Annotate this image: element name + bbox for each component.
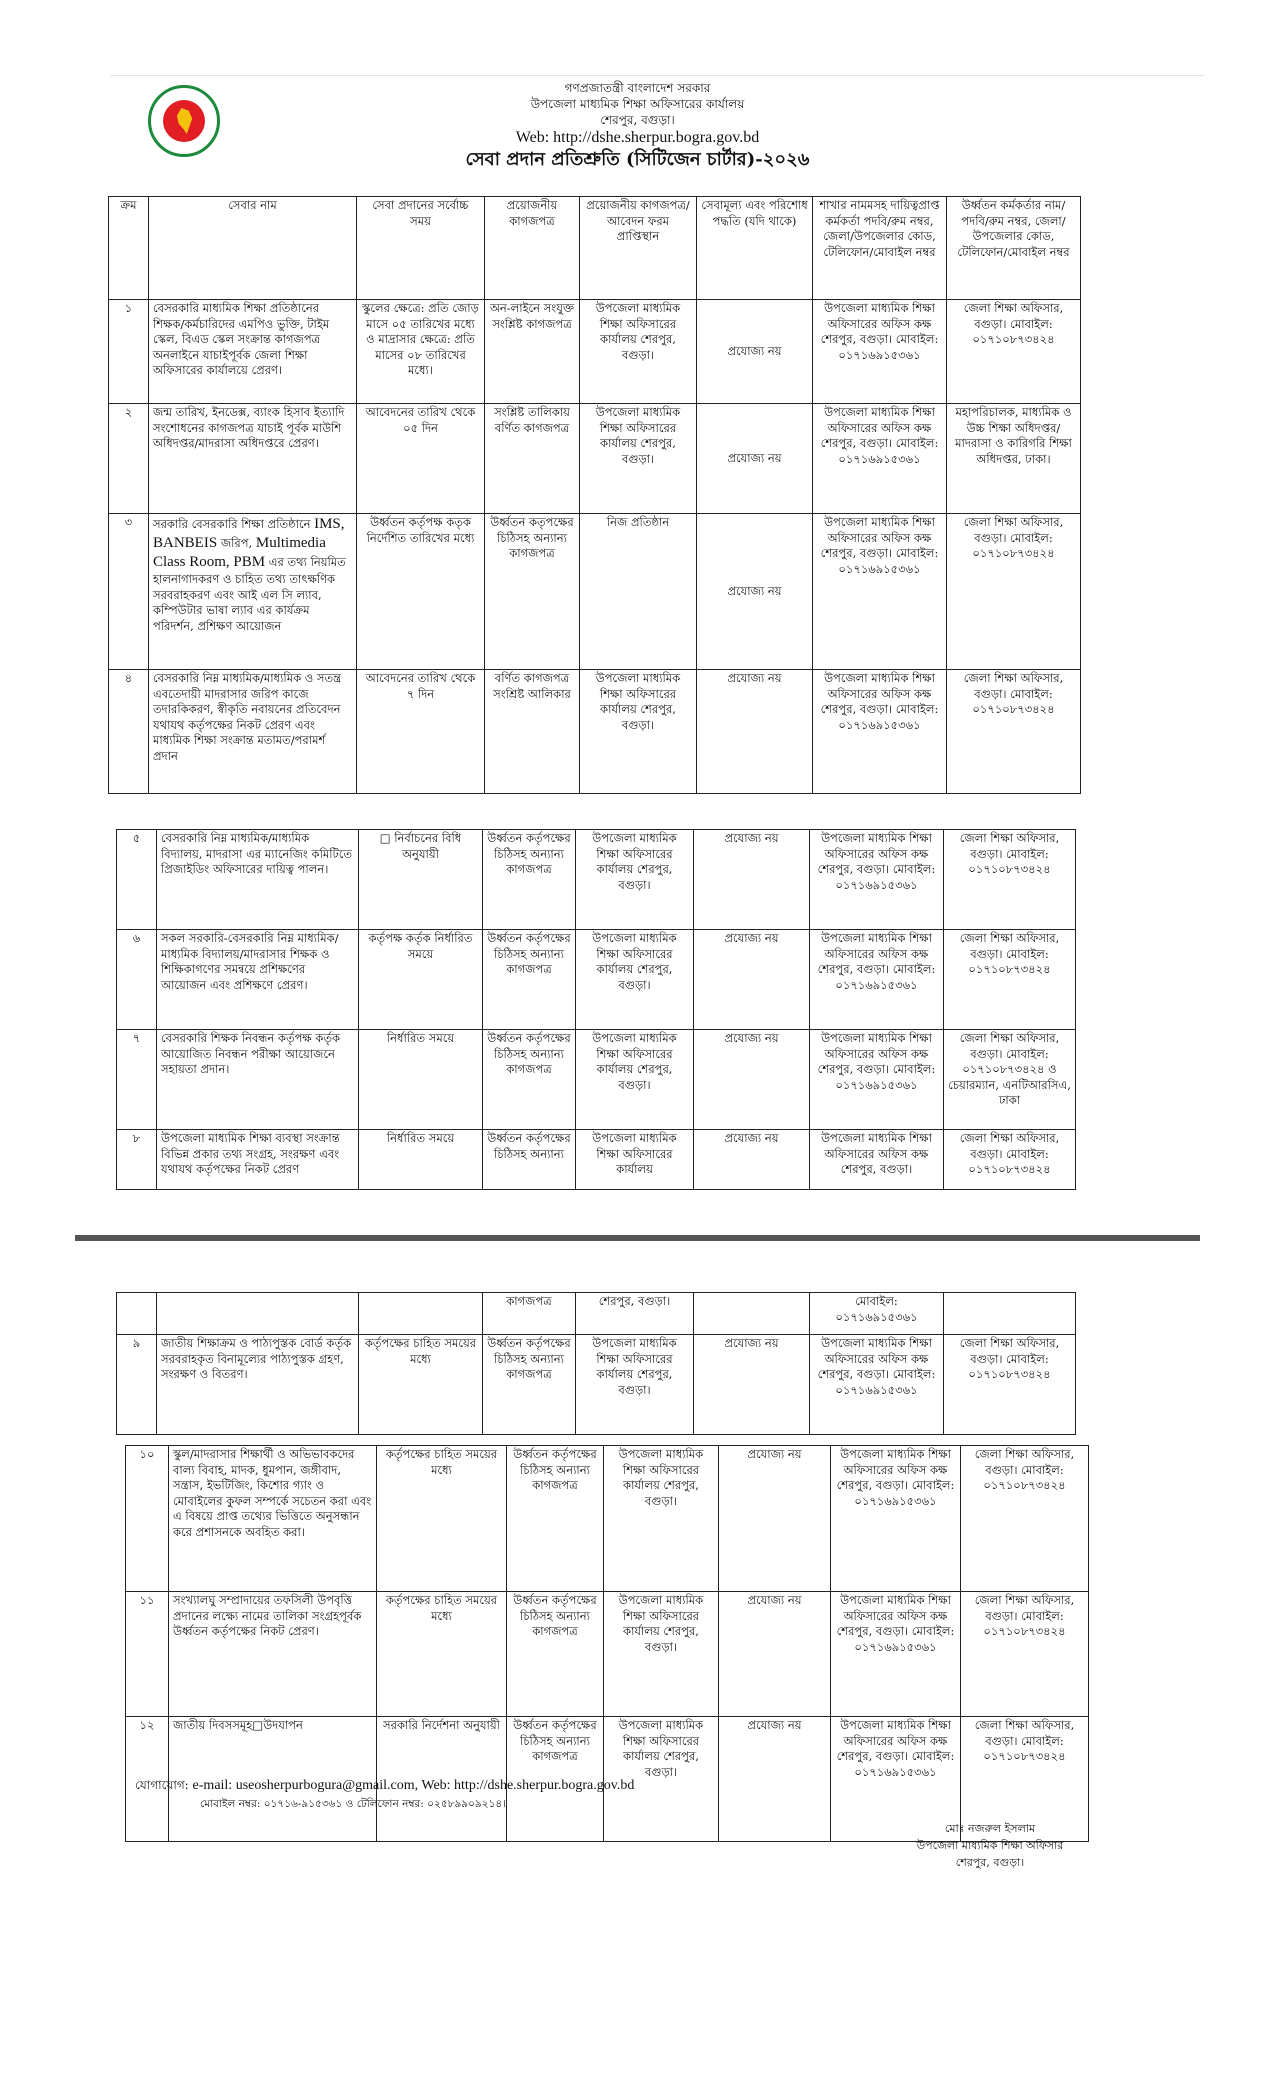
cell-senior: জেলা শিক্ষা অফিসার, বগুড়া। মোবাইল: ০১৭১০৮৭৩৪২৪ (944, 1335, 1076, 1435)
header-office: উপজেলা মাধ্যমিক শিক্ষা অফিসারের কার্যালয় (530, 97, 745, 111)
cell-senior: জেলা শিক্ষা অফিসার, বগুড়া। মোবাইল: ০১৭১০৮৭৩৪২৪ (961, 1446, 1089, 1592)
document-title: সেবা প্রদান প্রতিশ্রুতি (সিটিজেন চার্টার)-২০২৬ (465, 149, 810, 170)
document-header (0, 80, 1275, 172)
cell-sl: ৬ (117, 930, 157, 1030)
cell-source: শেরপুর, বগুড়া। (576, 1293, 694, 1335)
cell-time: □ নির্বাচনের বিধি অনুযায়ী (359, 830, 483, 930)
cell-senior: জেলা শিক্ষা অফিসার, বগুড়া। মোবাইল: ০১৭১০৮৭৩৪২৪ ও চেয়ারম্যান, এনটিআরসিএ, ঢাকা (944, 1030, 1076, 1130)
footer-contact-email-web[interactable]: e-mail: useosherpurbogura@gmail.com, Web: http://dshe.sherpur.bogra.gov.bd (192, 1778, 635, 1793)
cell-time: কর্তৃপক্ষের চাহিত সময়ের মধ্যে (377, 1592, 507, 1717)
cell-sl: ৮ (117, 1130, 157, 1190)
cell-sl: ৯ (117, 1335, 157, 1435)
cell-senior: জেলা শিক্ষা অফিসার, বগুড়া। মোবাইল: ০১৭১০৮৭৩৪২৪ (944, 1130, 1076, 1190)
cell-service: জন্ম তারিখ, ইনডেক্স, ব্যাংক হিসাব ইত্যাদি সংশোধনের কাগজপত্র যাচাই পূর্বক মাউশি অধিদপ্তর/মাদরাসা অধিদপ্তরে প্রেরণ। (149, 404, 357, 514)
cell-fee: প্রযোজ্য নয় (719, 1717, 831, 1842)
cell-service: জাতীয় দিবসসমূহ□উদযাপন (169, 1717, 377, 1842)
table-row (117, 1335, 1076, 1435)
cell-time: নির্ধারিত সময়ে (359, 1030, 483, 1130)
footer-contact-label: যোগাযোগ: (135, 1778, 193, 1792)
page-break-divider (75, 1235, 1200, 1241)
cell-docs: অন-লাইনে সংযুক্ত সংশ্লিষ্ট কাগজপত্র (485, 300, 580, 404)
cell-docs: উর্ধ্বতন কর্তৃপক্ষের চিঠিসহ অন্যান্য কাগজপত্র (507, 1717, 604, 1842)
cell-docs: উর্ধ্বতন কর্তৃপক্ষের চিঠিসহ অন্যান্য কাগজপত্র (483, 1335, 576, 1435)
cell-time: কর্তৃপক্ষের চাহিত সময়ের মধ্যে (377, 1446, 507, 1592)
cell-officer: উপজেলা মাধ্যমিক শিক্ষা অফিসারের অফিস কক্ষ শেরপুর, বগুড়া। (810, 1130, 944, 1190)
service-text: এর তথ্য নিয়মিত হালনাগাদকরণ ও চাহিত তথ্য তাৎক্ষণিক সরবরাহকরণ এবং আই এল সি ল্যাব, কম্পিউটার ভাষা ল্যাব এর কার্যক্রম পরিদর্শন, প্রশিক্ষণ আয়োজন (153, 555, 346, 633)
cell-source: উপজেলা মাধ্যমিক শিক্ষা অফিসারের কার্যালয় শেরপুর, বগুড়া। (576, 1030, 694, 1130)
cell-docs: বর্ণিত কাগজপত্র সংশ্রিষ্ট আলিকার (485, 670, 580, 794)
table-row (126, 1592, 1089, 1717)
cell-officer: উপজেলা মাধ্যমিক শিক্ষা অফিসারের অফিস কক্ষ শেরপুর, বগুড়া। মোবাইল: ০১৭১৬৯১৫৩৬১ (813, 670, 947, 794)
cell-officer: উপজেলা মাধ্যমিক শিক্ষা অফিসারের অফিস কক্ষ শেরপুর, বগুড়া। মোবাইল: ০১৭১৬৯১৫৩৬১ (813, 514, 947, 670)
header-location: শেরপুর, বগুড়া। (600, 113, 675, 127)
cell-sl: ১০ (126, 1446, 169, 1592)
cell-fee: প্রযোজ্য নয় (697, 670, 813, 794)
cell-officer: উপজেলা মাধ্যমিক শিক্ষা অফিসারের অফিস কক্ষ শেরপুর, বগুড়া। মোবাইল: ০১৭১৬৯১৫৩৬১ (810, 1335, 944, 1435)
col-header-source: প্রয়োজনীয় কাগজপত্র/ আবেদন ফরম প্রাপ্তিস্থান (580, 197, 697, 300)
col-header-docs: প্রয়োজনীয় কাগজপত্র (485, 197, 580, 300)
charter-table-part-3 (116, 1292, 1076, 1435)
cell-officer: মোবাইল: ০১৭১৬৯১৫৩৬১ (810, 1293, 944, 1335)
cell-sl: ১১ (126, 1592, 169, 1717)
cell-docs: সংশ্লিষ্ট তালিকায় বর্ণিত কাগজপত্র (485, 404, 580, 514)
charter-table-part-1 (108, 196, 1081, 794)
cell-source: উপজেলা মাধ্যমিক শিক্ষা অফিসারের কার্যালয় শেরপুর, বগুড়া। (604, 1717, 719, 1842)
cell-sl: ১২ (126, 1717, 169, 1842)
table-row (126, 1446, 1089, 1592)
cell-fee: প্রযোজ্য নয় (694, 1335, 810, 1435)
cell-source: উপজেলা মাধ্যমিক শিক্ষা অফিসারের কার্যালয় শেরপুর, বগুড়া। (580, 670, 697, 794)
cell-officer: উপজেলা মাধ্যমিক শিক্ষা অফিসারের অফিস কক্ষ শেরপুর, বগুড়া। মোবাইল: ০১৭১৬৯১৫৩৬১ (831, 1717, 961, 1842)
cell-service: বেসরকারি নিম্ন মাধ্যমিক/মাধ্যমিক ও সতন্ত্র এবতেদায়ী মাদরাসার জরিপ কাজে তদারকিকরণ, স্বীকৃতি নবায়নের প্রতিবেদন যথাযথ কর্তৃপক্ষের নিকট প্রেরণ এবং মাধ্যমিক শিক্ষা সংক্রান্ত মতামত/পরামর্শ প্রদান (149, 670, 357, 794)
table-row (117, 830, 1076, 930)
cell-fee: প্রযোজ্য নয় (694, 1030, 810, 1130)
signatory-title: উপজেলা মাধ্যমিক শিক্ষা অফিসার (916, 1839, 1064, 1852)
cell-source: উপজেলা মাধ্যমিক শিক্ষা অফিসারের কার্যালয় শেরপুর, বগুড়া। (580, 300, 697, 404)
table-row-continuation (117, 1293, 1076, 1335)
header-web[interactable]: Web: http://dshe.sherpur.bogra.gov.bd (515, 129, 760, 146)
cell-fee: প্রযোজ্য নয় (719, 1592, 831, 1717)
cell-fee: প্রযোজ্য নয় (694, 930, 810, 1030)
cell-time: স্কুলের ক্ষেত্রে: প্রতি জোড় মাসে ০৫ তারিখের মধ্যে ও মাদ্রাসার ক্ষেত্রে: প্রতি মাসের ০৮ তারিখের মধ্যে। (357, 300, 485, 404)
col-header-sl: ক্রম (109, 197, 149, 300)
cell-docs: উর্ধ্বতন কর্তৃপক্ষের চিঠিসহ অন্যান্য কাগজপত্র (483, 830, 576, 930)
charter-table-part-2 (116, 829, 1076, 1190)
cell-senior: জেলা শিক্ষা অফিসার, বগুড়া। মোবাইল: ০১৭১০৮৭৩৪২৪ (961, 1717, 1089, 1842)
signatory-place: শেরপুর, বগুড়া। (955, 1856, 1025, 1869)
signatory-name: মোঃ নজরুল ইসলাম (944, 1822, 1036, 1835)
cell-time: কর্তৃপক্ষের চাহিত সময়ের মধ্যে (359, 1335, 483, 1435)
cell-source: উপজেলা মাধ্যমিক শিক্ষা অফিসারের কার্যালয় (576, 1130, 694, 1190)
cell-sl: ৫ (117, 830, 157, 930)
service-text: জরিপ, (217, 536, 256, 550)
cell-officer: উপজেলা মাধ্যমিক শিক্ষা অফিসারের অফিস কক্ষ শেরপুর, বগুড়া। মোবাইল: ০১৭১৬৯১৫৩৬১ (813, 300, 947, 404)
cell-source: নিজ প্রতিষ্ঠান (580, 514, 697, 670)
cell-officer: উপজেলা মাধ্যমিক শিক্ষা অফিসারের অফিস কক্ষ শেরপুর, বগুড়া। মোবাইল: ০১৭১৬৯১৫৩৬১ (810, 830, 944, 930)
service-text-eng: Multimedia Class Room, PBM (153, 535, 326, 570)
table-row (109, 670, 1081, 794)
footer-phone: মোবাইল নম্বর: ০১৭১৬-৯১৫৩৬১ ও টেলিফোন নম্বর: ০২৫৮৯৯০৯২১৪। (200, 1798, 506, 1810)
cell-senior: জেলা শিক্ষা অফিসার, বগুড়া। মোবাইল: ০১৭১০৮৭৩৪২৪ (947, 300, 1081, 404)
table-row (117, 1030, 1076, 1130)
cell-service: বেসরকারি শিক্ষক নিবন্ধন কর্তৃপক্ষ কর্তৃক আয়োজিত নিবন্ধন পরীক্ষা আয়োজনে সহায়তা প্রদান। (157, 1030, 359, 1130)
cell-senior: জেলা শিক্ষা অফিসার, বগুড়া। মোবাইল: ০১৭১০৮৭৩৪২৪ (947, 670, 1081, 794)
cell-senior: জেলা শিক্ষা অফিসার, বগুড়া। মোবাইল: ০১৭১০৮৭৩৪২৪ (947, 514, 1081, 670)
table-row (109, 300, 1081, 404)
col-header-time: সেবা প্রদানের সর্বোচ্চ সময় (357, 197, 485, 300)
cell-sl: ৩ (109, 514, 149, 670)
col-header-senior: উর্ধ্বতন কর্মকর্তার নাম/ পদবি/রুম নম্বর, জেলা/উপজেলার কোড, টেলিফোন/মোবাইল নম্বর (947, 197, 1081, 300)
table-row (109, 514, 1081, 670)
service-text: সরকারি বেসরকারি শিক্ষা প্রতিষ্ঠানে (153, 517, 315, 531)
cell-senior: জেলা শিক্ষা অফিসার, বগুড়া। মোবাইল: ০১৭১০৮৭৩৪২৪ (944, 830, 1076, 930)
cell-service: জাতীয় শিক্ষাক্রম ও পাঠ্যপুস্তক বোর্ড কর্তৃক সরবরাহকৃত বিনামূল্যের পাঠ্যপুস্তক গ্রহণ, সংরক্ষণ ও বিতরণ। (157, 1335, 359, 1435)
cell-service: স্কুল/মাদরাসার শিক্ষার্থী ও অভিভাবকদের বাল্য বিবাহ, মাদক, ধুমপান, জঙ্গীবাদ, সন্ত্রাস, ইভটিজিং, কিশোর গ্যাং ও মোবাইলের কুফল সম্পর্কে সচেতন করা এবং এ বিষয়ে প্রাপ্ত তথ্যের ভিত্তিতে অনুসন্ধান করে প্রশাসনকে অবহিত করা। (169, 1446, 377, 1592)
cell-time: কর্তৃপক্ষ কর্তৃক নির্ধারিত সময়ে (359, 930, 483, 1030)
cell-fee: প্রযোজ্য নয় (697, 514, 813, 670)
cell-senior (944, 1293, 1076, 1335)
cell-service: সকল সরকারি-বেসরকারি নিম্ন মাধ্যমিক/মাধ্যমিক বিদ্যালয়/মাদরাসার শিক্ষক ও শিক্ষিকাগণের সমন্বয়ে প্রশিক্ষণের আয়োজন এবং প্রশিক্ষণে প্রেরণ। (157, 930, 359, 1030)
cell-senior: জেলা শিক্ষা অফিসার, বগুড়া। মোবাইল: ০১৭১০৮৭৩৪২৪ (961, 1592, 1089, 1717)
service-text-eng: IMS, BANBEIS (153, 516, 345, 551)
cell-officer: উপজেলা মাধ্যমিক শিক্ষা অফিসারের অফিস কক্ষ শেরপুর, বগুড়া। মোবাইল: ০১৭১৬৯১৫৩৬১ (831, 1592, 961, 1717)
cell-docs: উর্ধ্বতন কর্তৃপক্ষের চিঠিসহ অন্যান্য কাগজপত্র (507, 1446, 604, 1592)
cell-docs: কাগজপত্র (483, 1293, 576, 1335)
cell-source: উপজেলা মাধ্যমিক শিক্ষা অফিসারের কার্যালয় শেরপুর, বগুড়া। (604, 1446, 719, 1592)
cell-officer: উপজেলা মাধ্যমিক শিক্ষা অফিসারের অফিস কক্ষ শেরপুর, বগুড়া। মোবাইল: ০১৭১৬৯১৫৩৬১ (810, 1030, 944, 1130)
signature-block (860, 1820, 1120, 1871)
cell-docs: উর্ধ্বতন কর্তৃপক্ষের চিঠিসহ অন্যান্য কাগজপত্র (483, 930, 576, 1030)
cell-time: সরকারি নির্দেশনা অনুযায়ী (377, 1717, 507, 1842)
cell-sl: ১ (109, 300, 149, 404)
cell-source: উপজেলা মাধ্যমিক শিক্ষা অফিসারের কার্যালয় শেরপুর, বগুড়া। (604, 1592, 719, 1717)
header-govt: গণপ্রজাতন্ত্রী বাংলাদেশ সরকার (564, 81, 711, 95)
cell-fee: প্রযোজ্য নয় (694, 1130, 810, 1190)
cell-service (157, 1293, 359, 1335)
cell-senior: জেলা শিক্ষা অফিসার, বগুড়া। মোবাইল: ০১৭১০৮৭৩৪২৪ (944, 930, 1076, 1030)
cell-service: উপজেলা মাধ্যমিক শিক্ষা ব্যবস্থা সংক্রান্ত বিভিন্ন প্রকার তথ্য সংগ্রহ, সংরক্ষণ এবং যথাযথ কর্তৃপক্ষের নিকট প্রেরণ (157, 1130, 359, 1190)
cell-time: নির্ধারিত সময়ে (359, 1130, 483, 1190)
table-header-row (109, 197, 1081, 300)
cell-officer: উপজেলা মাধ্যমিক শিক্ষা অফিসারের অফিস কক্ষ শেরপুর, বগুড়া। মোবাইল: ০১৭১৬৯১৫৩৬১ (810, 930, 944, 1030)
cell-source: উপজেলা মাধ্যমিক শিক্ষা অফিসারের কার্যালয় শেরপুর, বগুড়া। (576, 930, 694, 1030)
cell-source: উপজেলা মাধ্যমিক শিক্ষা অফিসারের কার্যালয় শেরপুর, বগুড়া। (576, 830, 694, 930)
cell-service: সংখ্যালঘু সম্প্রাদায়ের তফসিলী উপবৃত্তি প্রদানের লক্ষ্যে নামের তালিকা সংগ্রহপূর্বক উর্ধ্বতন কর্তৃপক্ষের নিকট প্রেরণ। (169, 1592, 377, 1717)
cell-service: বেসরকারি মাধ্যমিক শিক্ষা প্রতিষ্ঠানের শিক্ষক/কর্মচারিদের এমপিও ভুক্তি, টাইম স্কেল, বিএড স্কেল সংক্রান্ত কাগজপত্র অনলাইনে যাচাইপূর্বক জেলা শিক্ষা অফিসারের কার্যালয়ে প্রেরণ। (149, 300, 357, 404)
cell-officer: উপজেলা মাধ্যমিক শিক্ষা অফিসারের অফিস কক্ষ শেরপুর, বগুড়া। মোবাইল: ০১৭১৬৯১৫৩৬১ (831, 1446, 961, 1592)
cell-sl (117, 1293, 157, 1335)
cell-sl: ৭ (117, 1030, 157, 1130)
cell-docs: উর্ধ্বতন কর্তৃপক্ষের চিঠিসহ অন্যান্য (483, 1130, 576, 1190)
cell-service: বেসরকারি নিম্ন মাধ্যমিক/মাধ্যমিক বিদ্যালয়, মাদরাসা এর ম্যানেজিং কমিটিতে প্রিজাইডিং অফিসারের দায়িত্ব পালন। (157, 830, 359, 930)
cell-sl: ২ (109, 404, 149, 514)
cell-docs: উর্ধ্বতন কতৃপক্ষের চিঠিসহ অন্যান্য কাগজপত্র (485, 514, 580, 670)
cell-time: আবেদনের তারিখ থেকে ০৫ দিন (357, 404, 485, 514)
table-row (117, 1130, 1076, 1190)
cell-sl: ৪ (109, 670, 149, 794)
cell-fee: প্রযোজ্য নয় (719, 1446, 831, 1592)
cell-source: উপজেলা মাধ্যমিক শিক্ষা অফিসারের কার্যালয় শেরপুর, বগুড়া। (576, 1335, 694, 1435)
table-row (117, 930, 1076, 1030)
cell-docs: উর্ধ্বতন কর্তৃপক্ষের চিঠিসহ অন্যান্য কাগজপত্র (483, 1030, 576, 1130)
footer-contact (135, 1776, 634, 1797)
cell-time (359, 1293, 483, 1335)
col-header-service: সেবার নাম (149, 197, 357, 300)
cell-officer: উপজেলা মাধ্যমিক শিক্ষা অফিসারের অফিস কক্ষ শেরপুর, বগুড়া। মোবাইল: ০১৭১৬৯১৫৩৬১ (813, 404, 947, 514)
cell-service (149, 514, 357, 670)
cell-time: আবেদনের তারিখ থেকে ৭ দিন (357, 670, 485, 794)
cell-fee: প্রযোজ্য নয় (694, 830, 810, 930)
col-header-fee: সেবামূল্য এবং পরিশোধ পদ্ধতি (যদি থাকে) (697, 197, 813, 300)
cell-docs: উর্ধ্বতন কর্তৃপক্ষের চিঠিসহ অন্যান্য কাগজপত্র (507, 1592, 604, 1717)
cell-source: উপজেলা মাধ্যমিক শিক্ষা অফিসারের কার্যালয় শেরপুর, বগুড়া। (580, 404, 697, 514)
col-header-officer: শাখার নামমসহ দায়িত্বপ্রাপ্ত কর্মকর্তা পদবি/রুম নম্বর, জেলা/উপজেলার কোড, টেলিফোন/মোবাইল নম্বর (813, 197, 947, 300)
cell-time: উর্ধ্বতন কর্তৃপক্ষ কতৃক নির্দেশিত তারিখের মধ্যে (357, 514, 485, 670)
cell-fee (694, 1293, 810, 1335)
cell-senior: মহাপরিচালক, মাধ্যমিক ও উচ্চ শিক্ষা অধিদপ্তর/মাদরাসা ও কারিগরি শিক্ষা অধিদপ্তর, ঢাকা। (947, 404, 1081, 514)
page-top-border (110, 75, 1205, 76)
cell-fee: প্রযোজ্য নয় (697, 300, 813, 404)
table-row (109, 404, 1081, 514)
cell-fee: প্রযোজ্য নয় (697, 404, 813, 514)
